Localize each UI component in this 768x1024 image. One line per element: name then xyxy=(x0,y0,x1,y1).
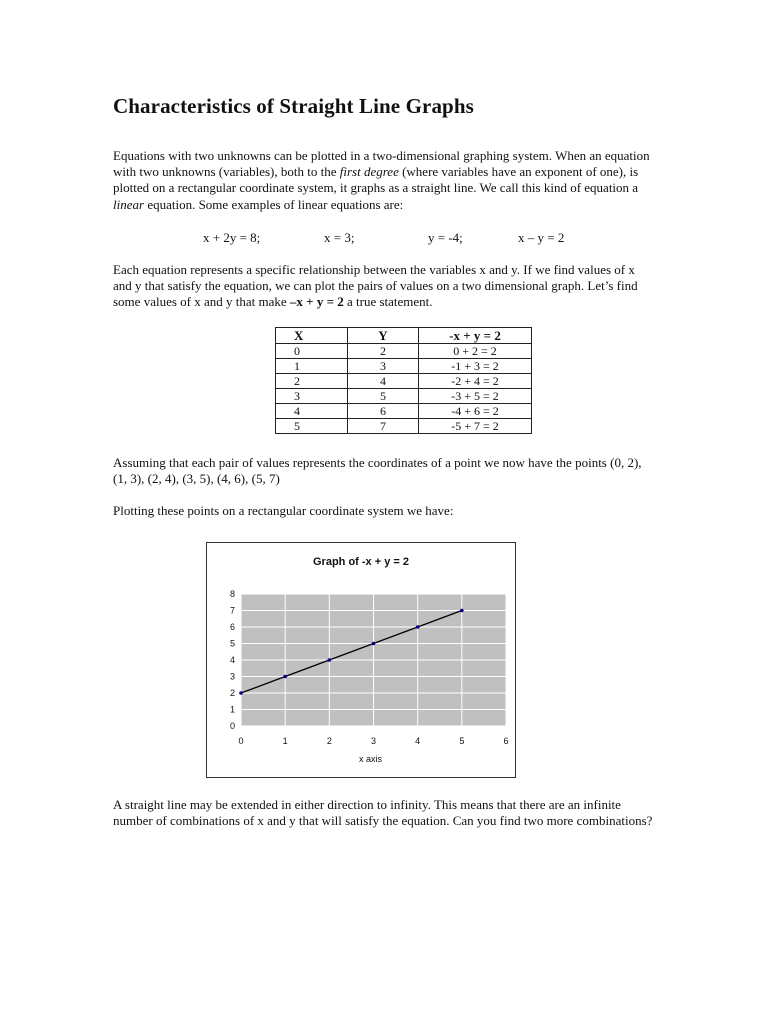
y-tick-label: 3 xyxy=(229,671,235,682)
cell-y: 5 xyxy=(348,389,419,404)
data-point xyxy=(283,675,287,679)
cell-x: 5 xyxy=(276,419,348,434)
target-equation: –x + y = 2 xyxy=(289,294,344,310)
points-paragraph: Assuming that each pair of values represents the coordinates of a point we now have the points (0, 2), (1, 3), (2, 4), (3, 5), (4, 6), (5, 7) xyxy=(113,455,642,487)
data-point xyxy=(372,642,376,646)
linear-term: linear xyxy=(113,196,145,212)
table-row xyxy=(276,359,532,374)
cell-check: -3 + 5 = 2 xyxy=(419,389,532,404)
data-point xyxy=(239,691,243,695)
example-equation: y = -4; xyxy=(428,230,463,245)
cell-y: 6 xyxy=(348,404,419,419)
example-equation: x + 2y = 8; xyxy=(203,230,261,245)
cell-x: 3 xyxy=(276,389,348,404)
y-tick-label: 1 xyxy=(229,704,235,715)
cell-x: 0 xyxy=(276,344,348,359)
relationship-text-1: Each equation represents a specific relationship between the variables x and y. If we find values of x and y that satisfy the equation, we can plot the pairs of values on a two dimensional graph. Let’s find some values of x and y that make xyxy=(113,262,638,310)
cell-check: -5 + 7 = 2 xyxy=(419,419,532,434)
chart-title: Graph of -x + y = 2 xyxy=(313,556,409,568)
y-tick-labels xyxy=(230,589,235,731)
table-row xyxy=(276,344,532,359)
intro-paragraph xyxy=(113,148,653,213)
x-tick-label: 0 xyxy=(238,736,244,746)
intro-text-1: Equations with two unknowns can be plotted in a two-dimensional graphing system. When an equation with two unknowns (variables), both to the xyxy=(113,148,650,180)
x-tick-label: 2 xyxy=(326,736,332,746)
relationship-text-2: a true statement. xyxy=(343,294,433,310)
x-tick-label: 5 xyxy=(459,736,465,746)
cell-x: 2 xyxy=(276,374,348,389)
x-tick-label: 1 xyxy=(282,736,288,746)
cell-check: 0 + 2 = 2 xyxy=(419,344,532,359)
table-row xyxy=(276,404,532,419)
y-tick-label: 5 xyxy=(229,638,235,649)
line-chart xyxy=(206,542,516,778)
example-equation: x – y = 2 xyxy=(518,230,565,245)
cell-check: -2 + 4 = 2 xyxy=(419,374,532,389)
data-point xyxy=(460,609,464,613)
example-equations xyxy=(0,230,768,248)
cell-x: 4 xyxy=(276,404,348,419)
data-point xyxy=(328,658,332,662)
cell-y: 4 xyxy=(348,374,419,389)
y-tick-label: 0 xyxy=(229,721,235,731)
y-tick-label: 7 xyxy=(229,605,235,616)
cell-check: -4 + 6 = 2 xyxy=(419,404,532,419)
table-row xyxy=(276,389,532,404)
x-tick-label: 3 xyxy=(370,736,377,746)
relationship-paragraph xyxy=(113,262,653,311)
column-header-y: Y xyxy=(348,328,419,344)
x-tick-label: 4 xyxy=(415,736,421,746)
intro-text-2: (where variables have an exponent of one), is plotted on a rectangular coordinate system, it graphs as a straight line. We call this kind of equation a xyxy=(113,164,639,196)
cell-check: -1 + 3 = 2 xyxy=(419,359,532,374)
cell-y: 7 xyxy=(348,419,419,434)
x-tick-label: 6 xyxy=(503,736,509,746)
intro-text-3: equation. Some examples of linear equations are: xyxy=(144,196,404,212)
table-header-row xyxy=(276,328,532,344)
example-equation: x = 3; xyxy=(324,230,355,245)
x-axis-label: x axis xyxy=(358,754,383,764)
closing-paragraph: A straight line may be extended in either direction to infinity. This means that there are an infinite number of combinations of x and y that will satisfy the equation. Can you find two more combinations? xyxy=(113,797,653,829)
x-tick-labels xyxy=(238,736,508,746)
y-tick-label: 2 xyxy=(229,688,235,698)
plotting-paragraph: Plotting these points on a rectangular coordinate system we have: xyxy=(113,503,454,518)
chart-svg xyxy=(207,543,515,777)
y-tick-label: 6 xyxy=(229,622,235,632)
cell-x: 1 xyxy=(276,359,348,374)
table-row xyxy=(276,374,532,389)
first-degree-term: first degree xyxy=(339,164,399,180)
page-title: Characteristics of Straight Line Graphs xyxy=(113,94,474,118)
data-point xyxy=(416,625,420,629)
cell-y: 2 xyxy=(348,344,419,359)
cell-y: 3 xyxy=(348,359,419,374)
column-header-x: X xyxy=(276,328,348,344)
y-tick-label: 4 xyxy=(229,655,235,665)
column-header-check: -x + y = 2 xyxy=(419,328,532,344)
table-row xyxy=(276,419,532,434)
values-table xyxy=(275,327,532,434)
y-tick-label: 8 xyxy=(229,589,235,599)
